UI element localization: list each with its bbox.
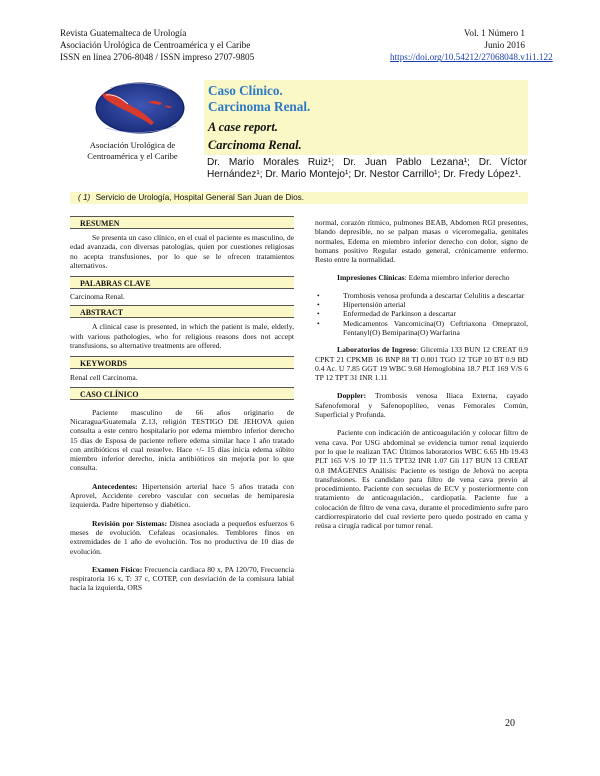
- resumen-text: Se presenta un caso clínico, en el cual el paciente es masculino, de edad avanzada, con diversas patologías, quien por cuestiones religiosas no acepta transfusiones, por lo que se le ofrecen tratamientos alternativos.: [70, 233, 294, 270]
- examen-paragraph: [70, 565, 294, 593]
- doppler-text: Trombosis venosa Iliaca Externa, cayado Safenofemoral y Safenopoplíteo, venas Femorales Común, Superficial y Profunda.: [315, 391, 528, 420]
- revision-label: Revisión por Sistemas:: [92, 518, 167, 528]
- title-block: [204, 80, 528, 155]
- doppler-paragraph: [315, 391, 528, 419]
- palabras-clave-text: Carcinoma Renal.: [70, 292, 125, 302]
- exam-continuation: normal, corazón rítmico, pulmones BEAB, Abdomen RGI presentes, blando depresible, no se palpan masas o viceromegalia, genitales normales, Edema en miembro inferior derecho con dolor, signo de homans positivo Regular estado general, crónicamente enfermo. Resto entre la normalidad.: [315, 218, 528, 265]
- association-logo-icon: [90, 80, 190, 138]
- author-list: Dr. Mario Morales Ruiz¹; Dr. Juan Pablo Lezana¹; Dr. Víctor Hernández¹; Dr. Mario Montejo¹; Dr. Nestor Carrillo¹; Dr. Fredy López¹.: [207, 157, 527, 181]
- labs-text: : Glicemia 133 BUN 12 CREAT 0.9 CPKT 21 CPKMB 16 BNP 88 TI 0.001 TGO 12 TGP 10 BT 0.9 BD 0.4 Ac. U 7.85 GGT 19 WBC 9.68 Hemoglobina 18.7 PLT 169 V/S 6 TP 12 TPT 31 INR 1.11: [315, 345, 528, 383]
- impresiones-text: : Edema miembro inferior derecho: [404, 273, 510, 283]
- title-spanish-2: Carcinoma Renal.: [208, 99, 311, 114]
- doi-link[interactable]: https://doi.org/10.54212/27068048.v1i1.122: [390, 52, 553, 63]
- revision-paragraph: [70, 519, 294, 556]
- list-item: • Hipertensión arterial: [315, 300, 528, 309]
- caso-clinico-heading: CASO CLÍNICO: [70, 387, 294, 400]
- affiliation-mark: ( 1): [78, 193, 91, 202]
- list-item: • Trombosis venosa profunda a descartar Celulitis a descartar: [315, 291, 528, 300]
- impresiones-label: Impresiones Clínicas: [337, 273, 405, 283]
- abstract-text: A clinical case is presented, in which the patient is male, elderly, with various pathologies, who for religious reasons does not accept transfusions, so alternative treatments are offered.: [70, 322, 294, 351]
- examen-text: Frecuencia cardiaca 80 x, PA 120/70, Frecuencia respiratoria 16 x, T: 37 c, COTEP, con desviación de la comisura labial hacia la izquierda, ORS: [70, 564, 294, 593]
- list-item: • Enfermedad de Parkinson a descartar: [315, 309, 528, 318]
- diagnosis-list: [315, 291, 528, 337]
- journal-name: Revista Guatemalteca de Urología: [60, 28, 187, 38]
- issn: ISSN en línea 2706-8048 / ISSN impreso 2707-9805: [60, 52, 255, 63]
- title-english-1: A case report.: [208, 120, 278, 134]
- issue-date: Junio 2016: [484, 40, 525, 51]
- resumen-heading: RESUMEN: [70, 216, 294, 229]
- impresiones-paragraph: [315, 273, 528, 282]
- volume: Vol. 1 Número 1: [463, 28, 525, 38]
- keywords-text: Renal cell Carcinoma.: [70, 373, 138, 383]
- doppler-label: Doppler:: [337, 391, 367, 401]
- caso-clinico-text: Paciente masculino de 66 años originario de Nicaragua/Guatemala Z.13, religión TESTIGO DE JEHOVA quien consulta a este centro hospitalario por edema miembro inferior derecho 15 días de Esposa de paciente refiere edema similar hace 1 año tratado con antibióticos el cual resuelve. Hace +/- 15 días inicia edema súbito miembro inferior derecho, inicia antibióticos sin mejoría por lo que consulta.: [70, 407, 294, 473]
- association-name: Asociación Urológica de Centroamérica y el Caribe: [60, 40, 251, 51]
- antecedentes-paragraph: [70, 482, 294, 510]
- abstract-heading: ABSTRACT: [70, 305, 294, 318]
- keywords-heading: KEYWORDS: [70, 356, 294, 369]
- palabras-clave-heading: PALABRAS CLAVE: [70, 276, 294, 289]
- right-column: [315, 218, 528, 531]
- labs-paragraph: [315, 345, 528, 382]
- title-english-2: Carcinoma Renal.: [208, 138, 302, 152]
- revision-text: Disnea asociada a pequeños esfuerzos 6 meses de evolución. Cefaleas ocasionales. Temblores finos en extremidades de 1 año de evolución. Tos no productiva de 10 días de evolución.: [70, 518, 294, 556]
- journal-header: [60, 27, 254, 64]
- title-spanish-1: Caso Clínico.: [208, 83, 283, 98]
- antecedentes-label: Antecedentes:: [92, 481, 138, 491]
- antecedentes-text: Hipertensión arterial hace 5 años tratada con Aprovel, Accidente cerebro vascular con secuelas de hemiparesia izquierda. Padre hipertenso y diabético.: [70, 481, 294, 510]
- list-item: • Medicamentos Vancomicina(O) Ceftriaxona Omeprazol, Fentanyl(O) Bemiparina(O) Warfarina: [315, 319, 528, 338]
- affiliation-text: Servicio de Urología, Hospital General San Juan de Dios.: [95, 193, 304, 202]
- issue-info: [390, 27, 553, 64]
- management-paragraph: Paciente con indicación de anticoagulación y colocar filtro de vena cava. Por USG abdominal se evidencia tumor renal izquierdo por lo que le realizan TAC Últimos laboratorios WBC 6.65 Hb 19.43 PLT 165 V/S 10 TP 11.5 TPT32 INR 1.07 Gli 117 BUN 13 CREAT 0.8 IMÁGENES Análisis: Paciente es testigo de Jehová no acepta transfusiones. Es candidato para filtro de vena cava previo al procedimiento. Paciente con secuelas de ECV y posteriormente con tratamiento de anticoagulación., cardiopatía. Paciente fue a colocación de filtro de vena cava, durante el procedimiento sufre paro cardiorrespiratorio del cual revierte pero quedo postrado en cama y reúsa a cirugía radical por tumor renal.: [315, 428, 528, 531]
- affiliation: [70, 192, 528, 204]
- association-caption: Asociación Urológica de Centroamérica y el Caribe: [87, 140, 178, 161]
- page-number: 20: [505, 718, 515, 729]
- labs-label: Laboratorios de Ingreso: [337, 345, 417, 355]
- left-column: [70, 216, 294, 593]
- examen-label: Examen Físico:: [92, 564, 143, 574]
